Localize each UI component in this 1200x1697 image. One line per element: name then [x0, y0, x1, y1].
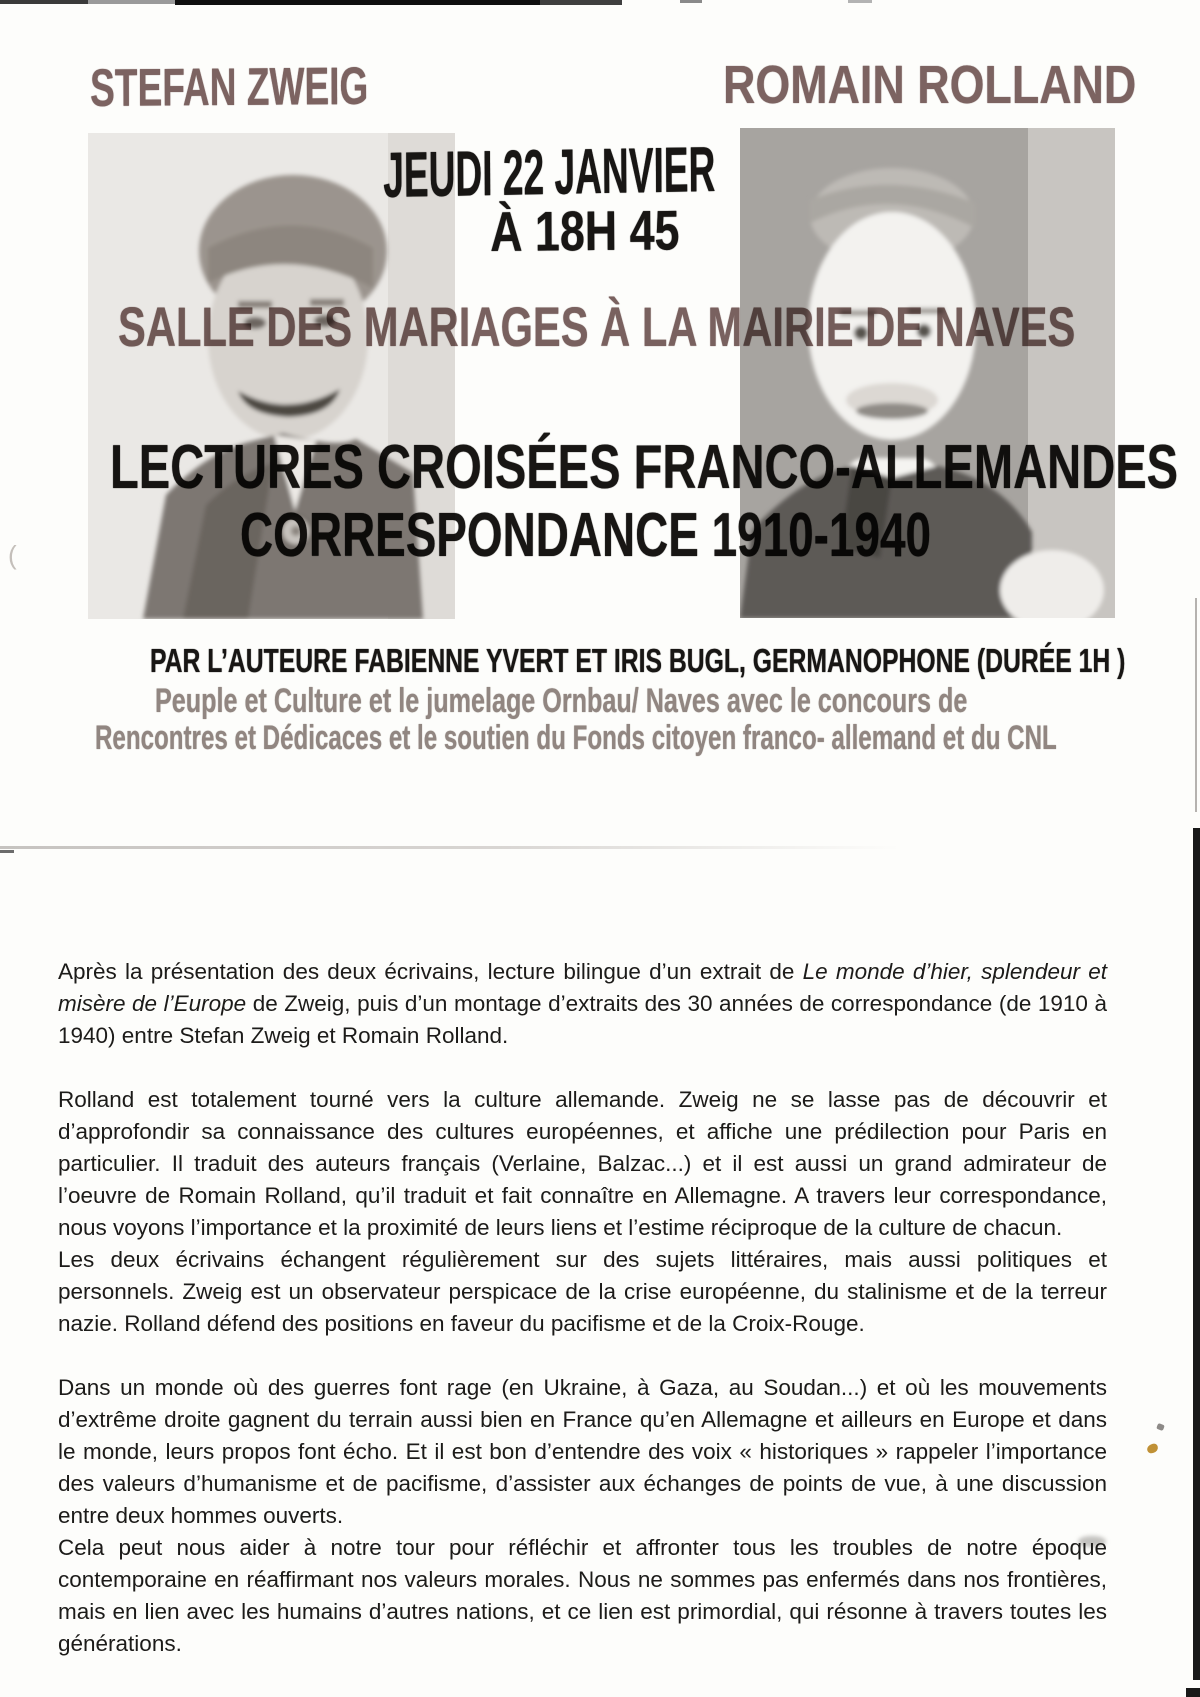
scan-artifact-top-edge: [848, 0, 872, 3]
scan-artifact-right-edge-shadow: [1193, 828, 1200, 1680]
scan-artifact-corner: [1186, 1688, 1200, 1697]
paragraph-conclusion: Cela peut nous aider à notre tour pour réfléchir et affronter tous les troubles de notre époque contemporaine en réaffirmant nos valeurs morales. Nous ne sommes pas enfermés dans nos frontières, mais en lien avec les humains d’autres nations, et ce lien est primordial, qui résonne à travers toutes les générations.: [58, 1535, 1107, 1656]
event-date-line: JEUDI 22 JANVIER: [382, 133, 716, 211]
credits-line-2: Rencontres et Dédicaces et le soutien du Fonds citoyen franco- allemand et du CNL: [95, 719, 1057, 757]
author-name-romain-rolland: ROMAIN ROLLAND: [723, 55, 1137, 115]
scan-artifact-left-tick: [0, 850, 14, 853]
scan-artifact-page-bottom-edge: [0, 846, 900, 849]
scan-artifact-orange-speck: [1146, 1443, 1159, 1455]
event-byline: PAR L’AUTEURE FABIENNE YVERT ET IRIS BUGL, GERMANOPHONE (DURÉE 1H ): [150, 642, 1126, 679]
paragraph-world-today: Dans un monde où des guerres font rage (en Ukraine, à Gaza, au Soudan...) et où les mouvements d’extrême droite gagnent du terrain aussi bien en France qu’en Allemagne et ailleurs en Europe et dans le monde, leurs propos font écho. Et il est bon d’entendre des voix « historiques » rappeler l’importance des valeurs d’humanisme et de pacifisme, d’assister aux échanges de points de vue, à une discussion entre deux hommes ouverts.: [58, 1375, 1107, 1528]
paragraph-intro: [58, 956, 1107, 1052]
paragraph-intro-pre: Après la présentation des deux écrivains, lecture bilingue d’un extrait de: [58, 959, 803, 984]
scan-artifact-top-edge: [540, 0, 622, 5]
event-title-line2: CORRESPONDANCE 1910-1940: [240, 501, 932, 570]
event-title-line1: LECTURES CROISÉES FRANCO-ALLEMANDES: [110, 433, 1179, 502]
scan-artifact-stray-mark: (: [8, 540, 17, 570]
event-venue-line: SALLE DES MARIAGES À LA MAIRIE DE NAVES: [118, 295, 1076, 358]
credits-line-1: Peuple et Culture et le jumelage Ornbau/ Naves avec le concours de: [155, 682, 968, 720]
paragraph-intro-post: de Zweig, puis d’un montage d’extraits des 30 années de correspondance (de 1910 à 1940) entre Stefan Zweig et Romain Rolland.: [58, 991, 1107, 1048]
description-text: [58, 956, 1107, 1692]
book-title-italic: Le monde d’hier, splendeur et misère de l’Europe: [58, 959, 1107, 1016]
scan-artifact-top-edge: [0, 0, 88, 4]
scan-artifact-top-edge: [680, 0, 702, 3]
author-name-stefan-zweig: STEFAN ZWEIG: [89, 56, 369, 118]
scan-artifact-top-edge: [175, 0, 540, 5]
event-time-line: À 18H 45: [489, 198, 680, 263]
scan-artifact-top-edge: [88, 0, 175, 4]
paragraph-exchanges: Les deux écrivains échangent régulièrement sur des sujets littéraires, mais aussi politiques et personnels. Zweig est un observateur perspicace de la crise européenne, du stalinisme et de la terreur nazie. Rolland défend des positions en faveur du pacifisme et de la Croix-Rouge.: [58, 1247, 1107, 1336]
scan-artifact-speck: [1156, 1423, 1165, 1431]
paragraph-rolland-zweig: Rolland est totalement tourné vers la culture allemande. Zweig ne se lasse pas de découvrir et d’approfondir sa connaissance des cultures européennes, et affiche une prédilection pour Paris en particulier. Il traduit des auteurs français (Verlaine, Balzac...) et il est aussi un grand admirateur de l’oeuvre de Romain Rolland, qu’il traduit et fait connaître en Allemagne. A travers leur correspondance, nous voyons l’importance et la proximité de leurs liens et l’estime réciproque de la culture de chacun.: [58, 1087, 1107, 1240]
scan-artifact-right-edge-line: [1195, 598, 1197, 812]
